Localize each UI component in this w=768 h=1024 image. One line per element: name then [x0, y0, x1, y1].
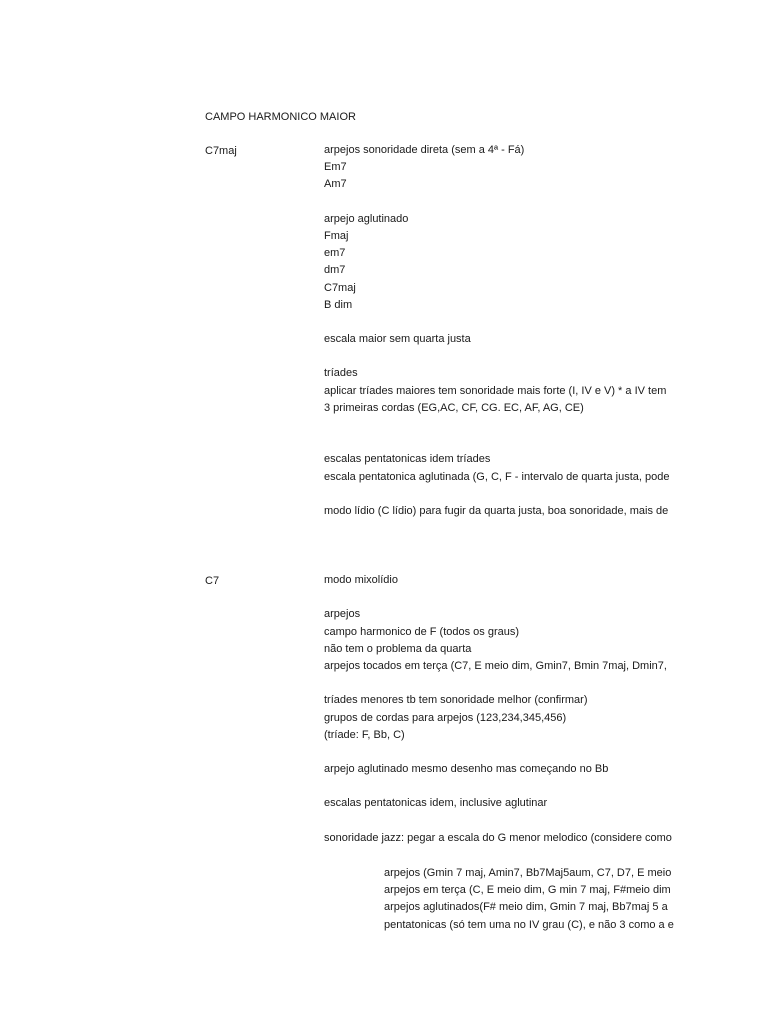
note-line: pentatonicas (só tem uma no IV grau (C), e não 3 como a e — [384, 918, 674, 931]
note-line: não tem o problema da quarta — [324, 642, 472, 655]
note-line: arpejos — [324, 608, 361, 621]
note-line: arpejos sonoridade direta (sem a 4ª - Fá) — [324, 144, 525, 156]
note-line: modo lídio (C lídio) para fugir da quarta justa, boa sonoridade, mais de — [324, 504, 669, 517]
note-line: arpejos tocados em terça (C7, E meio dim, Gmin7, Bmin 7maj, Dmin7, — [324, 659, 667, 672]
note-line: grupos de cordas para arpejos (123,234,345,456) — [324, 711, 567, 724]
note-line: sonoridade jazz: pegar a escala do G menor melodico (considere como — [324, 831, 672, 844]
note-line: tríades — [324, 367, 358, 380]
note-line: 3 primeiras cordas (EG,AC, CF, CG. EC, AF, AG, CE) — [324, 401, 584, 414]
notes-c7 — [324, 572, 681, 847]
note-line: arpejo aglutinado mesmo desenho mas começando no Bb — [324, 763, 609, 776]
notes-c7maj — [324, 142, 681, 520]
blank-row — [324, 314, 681, 331]
blank-row — [324, 778, 681, 795]
note-line: Am7 — [324, 178, 347, 191]
note-line: arpejos (Gmin 7 maj, Amin7, Bb7Maj5aum, C7, D7, E meio — [384, 867, 672, 879]
note-line: (tríade: F, Bb, C) — [324, 728, 405, 741]
blank-row — [324, 194, 681, 211]
blank-row — [324, 589, 681, 606]
page-title: CAMPO HARMONICO MAIOR — [205, 111, 356, 123]
note-line: escala maior sem quarta justa — [324, 333, 471, 346]
note-line: escalas pentatonicas idem, inclusive aglutinar — [324, 797, 548, 810]
blank-row — [324, 417, 681, 434]
note-line: campo harmonico de F (todos os graus) — [324, 625, 520, 638]
blank-row — [324, 486, 681, 503]
note-line: modo mixolídio — [324, 574, 398, 586]
blank-row — [324, 434, 681, 451]
note-line: em7 — [324, 247, 346, 260]
note-line: escala pentatonica aglutinada (G, C, F - intervalo de quarta justa, pode — [324, 470, 670, 483]
note-line: tríades menores tb tem sonoridade melhor (confirmar) — [324, 694, 588, 707]
blank-row — [324, 744, 681, 761]
chord-key-c7: C7 — [205, 575, 220, 587]
note-line: Em7 — [324, 161, 347, 174]
note-line: arpejo aglutinado — [324, 212, 409, 225]
blank-row — [324, 675, 681, 692]
note-line: dm7 — [324, 264, 346, 277]
blank-row — [324, 348, 681, 365]
chord-key-c7maj: C7maj — [205, 145, 237, 157]
notes-c7-jazz-detail — [384, 865, 681, 934]
note-line: aplicar tríades maiores tem sonoridade mais forte (I, IV e V) * a IV tem — [324, 384, 667, 397]
note-line: Fmaj — [324, 229, 349, 242]
note-line: arpejos em terça (C, E meio dim, G min 7 maj, F#meio dim — [384, 884, 671, 897]
note-line: B dim — [324, 298, 353, 311]
note-line: C7maj — [324, 281, 356, 294]
blank-row — [324, 813, 681, 830]
note-line: arpejos aglutinados(F# meio dim, Gmin 7 maj, Bb7maj 5 a — [384, 901, 668, 914]
note-line: escalas pentatonicas idem tríades — [324, 453, 491, 466]
